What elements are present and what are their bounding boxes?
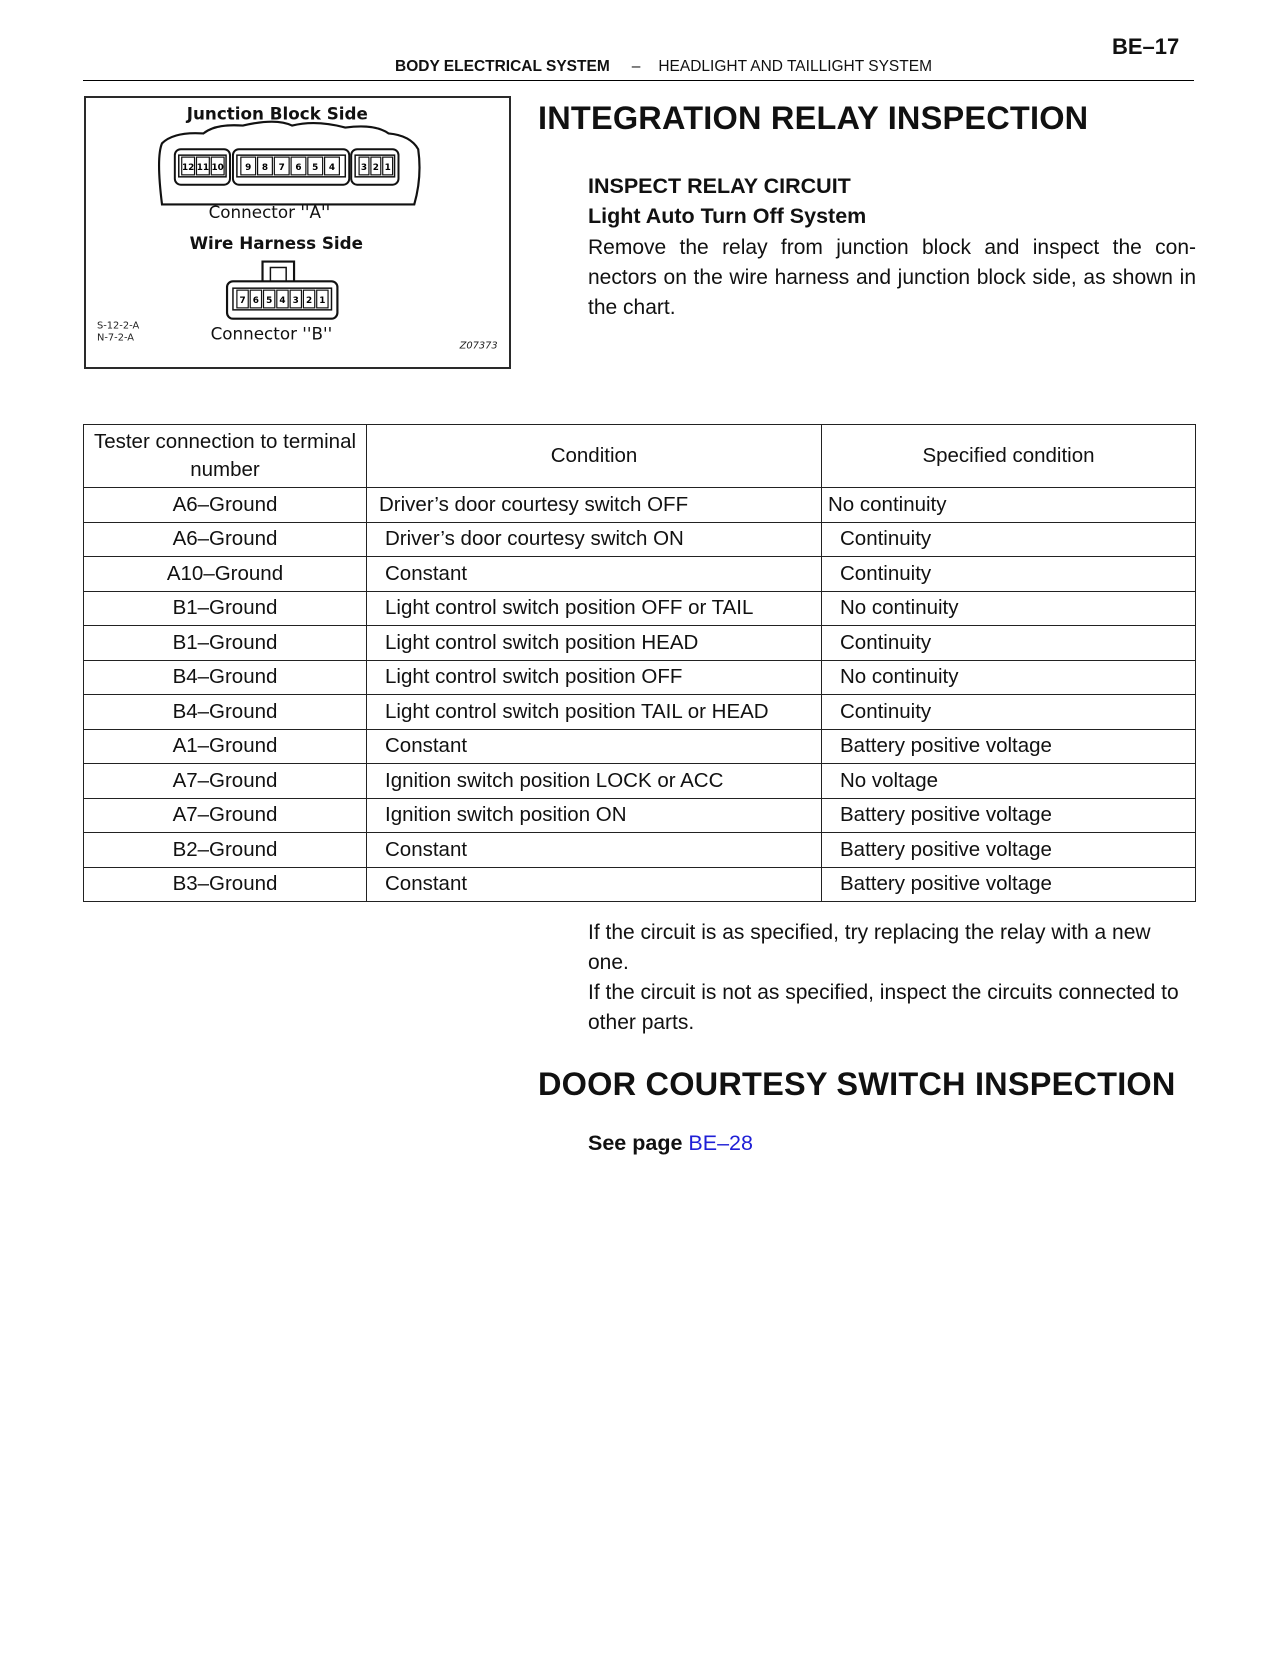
see-page-label: See page [588, 1131, 683, 1155]
see-page-reference [588, 1131, 753, 1156]
result-specified-note: If the circuit is as specified, try replacing the relay with a new one. [588, 921, 1151, 974]
cell-condition: Light control switch position OFF [367, 660, 822, 695]
cell-specified-condition: Battery positive voltage [822, 798, 1196, 833]
connector-b-pin-number: 7 [239, 295, 246, 306]
connector-b [227, 262, 337, 319]
see-page-link[interactable]: BE–28 [688, 1131, 753, 1155]
cell-tester-connection: B1–Ground [84, 626, 367, 661]
connector-a-pin-number: 10 [211, 162, 224, 173]
connector-b-pin-number: 1 [319, 295, 326, 306]
connector-b-pin-number: 6 [252, 295, 259, 306]
cell-condition: Constant [367, 729, 822, 764]
junction-block-label: Junction Block Side [186, 103, 368, 124]
header-condition: Condition [367, 425, 822, 488]
relay-subtitle-system: Light Auto Turn Off System [588, 204, 867, 228]
header-tester-connection: Tester connection to terminal number [84, 425, 367, 488]
cell-specified-condition: Continuity [822, 522, 1196, 557]
cell-condition: Driver’s door courtesy switch OFF [367, 488, 822, 523]
figure-code-left-2: N-7-2-A [96, 332, 135, 344]
cell-tester-connection: B4–Ground [84, 660, 367, 695]
cell-tester-connection: B3–Ground [84, 867, 367, 902]
connector-a-pin-number: 2 [372, 162, 379, 173]
cell-specified-condition: Continuity [822, 626, 1196, 661]
connector-b-pin-number: 5 [266, 295, 273, 306]
table-row [84, 764, 1196, 799]
connector-a-pin-number: 9 [245, 162, 252, 173]
cell-condition: Constant [367, 833, 822, 868]
cell-specified-condition: No continuity [822, 591, 1196, 626]
relay-instructions: Remove the relay from junction block and inspect the con- nectors on the wire harness and junction block side, as shown in the chart. [588, 236, 1196, 319]
connector-b-pin-number: 4 [279, 295, 286, 306]
cell-tester-connection: B4–Ground [84, 695, 367, 730]
table-row [84, 867, 1196, 902]
connector-a-label: Connector ''A'' [208, 202, 331, 223]
header-rule [83, 80, 1194, 81]
connector-a-pin-number: 11 [196, 162, 210, 173]
header-section: BODY ELECTRICAL SYSTEM [395, 58, 610, 75]
connector-a-pin-number: 6 [295, 162, 302, 173]
cell-condition: Ignition switch position ON [367, 798, 822, 833]
cell-condition: Constant [367, 867, 822, 902]
cell-tester-connection: B2–Ground [84, 833, 367, 868]
cell-condition: Light control switch position TAIL or HEAD [367, 695, 822, 730]
header-subsection: HEADLIGHT AND TAILLIGHT SYSTEM [658, 58, 932, 75]
connector-a-pin-number: 8 [261, 162, 269, 173]
connector-diagram [86, 98, 509, 367]
connector-a-pin-number: 1 [384, 162, 391, 173]
table-row [84, 729, 1196, 764]
connector-b-pin-number: 2 [305, 295, 313, 306]
cell-specified-condition: Continuity [822, 695, 1196, 730]
cell-tester-connection: A7–Ground [84, 764, 367, 799]
connector-a-pin-number: 12 [181, 162, 195, 173]
cell-condition: Light control switch position HEAD [367, 626, 822, 661]
table-row [84, 591, 1196, 626]
cell-condition: Light control switch position OFF or TAIL [367, 591, 822, 626]
connector-b-pin-number: 3 [292, 295, 299, 306]
connector-b-label: Connector ''B'' [210, 323, 333, 344]
cell-condition: Constant [367, 557, 822, 592]
relay-section-title: INTEGRATION RELAY INSPECTION [538, 100, 1089, 136]
cell-tester-connection: A6–Ground [84, 522, 367, 557]
table-row [84, 488, 1196, 523]
cell-specified-condition: No continuity [822, 660, 1196, 695]
table-row [84, 695, 1196, 730]
table-header-row [84, 425, 1196, 488]
connector-b-latch-window [270, 267, 286, 281]
running-header [395, 58, 932, 76]
page-number: BE–17 [1112, 34, 1180, 59]
door-section-title: DOOR COURTESY SWITCH INSPECTION [538, 1066, 1176, 1102]
connector-figure [84, 96, 511, 369]
relay-inspection-table [83, 424, 1196, 902]
figure-code-right: Z07373 [459, 340, 498, 352]
cell-condition: Driver’s door courtesy switch ON [367, 522, 822, 557]
table-row [84, 522, 1196, 557]
cell-tester-connection: A7–Ground [84, 798, 367, 833]
table-row [84, 660, 1196, 695]
cell-tester-connection: A6–Ground [84, 488, 367, 523]
connector-a-pin-number: 7 [278, 162, 285, 173]
wire-harness-label: Wire Harness Side [189, 232, 364, 253]
cell-specified-condition: Continuity [822, 557, 1196, 592]
table-row [84, 557, 1196, 592]
cell-condition: Ignition switch position LOCK or ACC [367, 764, 822, 799]
header-separator: – [631, 58, 641, 75]
table-row [84, 626, 1196, 661]
cell-specified-condition: Battery positive voltage [822, 729, 1196, 764]
result-not-specified-note: If the circuit is not as specified, inspect the circuits connected to other parts. [588, 981, 1179, 1034]
cell-specified-condition: No continuity [822, 488, 1196, 523]
cell-specified-condition: Battery positive voltage [822, 833, 1196, 868]
cell-specified-condition: Battery positive voltage [822, 867, 1196, 902]
table-row [84, 833, 1196, 868]
cell-tester-connection: A10–Ground [84, 557, 367, 592]
header-specified-condition: Specified condition [822, 425, 1196, 488]
connector-b-latch [263, 262, 295, 282]
connector-a-pin-number: 4 [328, 162, 336, 173]
cell-tester-connection: A1–Ground [84, 729, 367, 764]
connector-a-pin-number: 3 [360, 162, 368, 173]
connector-a-pin-number: 5 [312, 162, 319, 173]
connector-a [175, 149, 399, 184]
cell-tester-connection: B1–Ground [84, 591, 367, 626]
relay-subtitle-circuit: INSPECT RELAY CIRCUIT [588, 174, 851, 198]
table-row [84, 798, 1196, 833]
figure-code-left-1: S-12-2-A [96, 320, 140, 332]
cell-specified-condition: No voltage [822, 764, 1196, 799]
